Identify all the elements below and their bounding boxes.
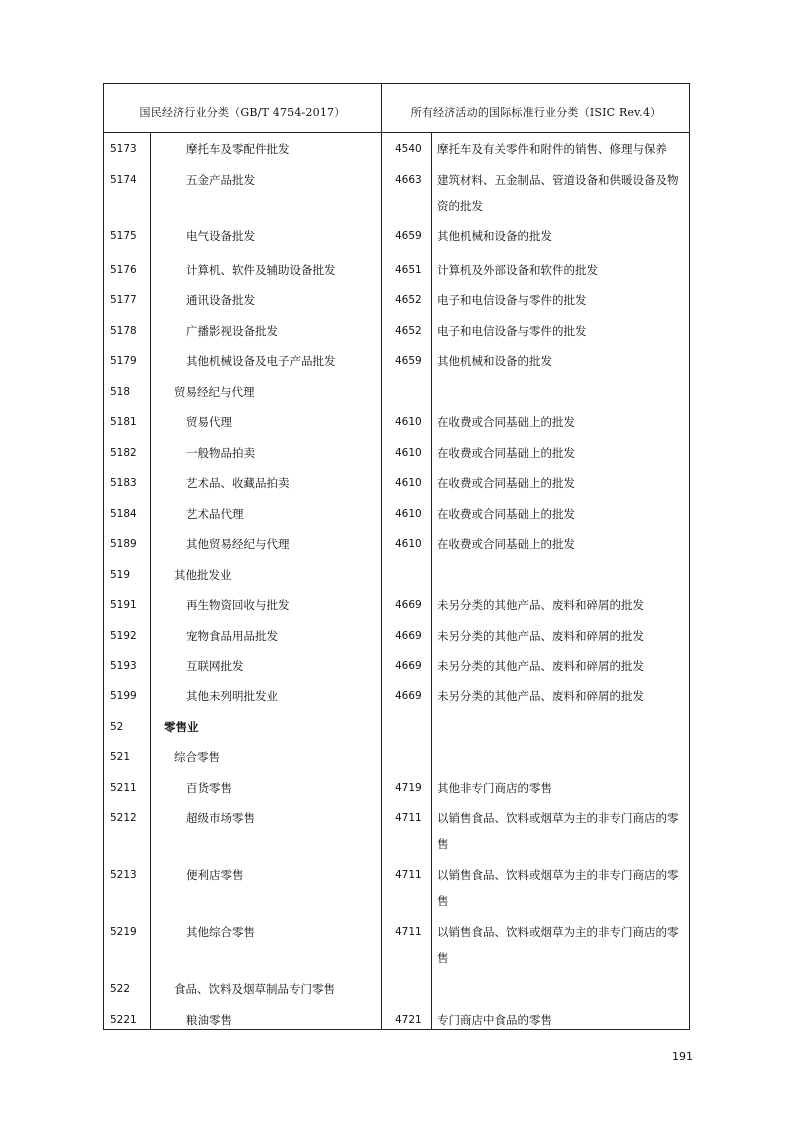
isic-description: 未另分类的其他产品、废料和碎屑的批发 [437,598,644,612]
industry-name: 广播影视设备批发 [186,324,278,338]
isic-description: 建筑材料、五金制品、管道设备和供暖设备及物资的批发 [437,173,679,213]
gbt-code: 5176 [110,264,137,276]
isic-code: 4669 [395,599,422,611]
isic-description: 其他非专门商店的零售 [437,781,552,795]
gbt-code: 5178 [110,325,137,337]
industry-name: 粮油零售 [186,1013,232,1027]
industry-name: 其他贸易经纪与代理 [186,537,290,551]
isic-code: 4610 [395,447,422,459]
industry-name: 零售业 [164,720,199,734]
gbt-code: 5219 [110,926,137,938]
isic-description: 未另分类的其他产品、废料和碎屑的批发 [437,629,644,643]
gbt-code: 522 [110,983,131,995]
isic-description: 电子和电信设备与零件的批发 [437,324,587,338]
gbt-code: 5212 [110,812,137,824]
gbt-code: 5193 [110,660,137,672]
isic-description: 以销售食品、饮料或烟草为主的非专门商店的零售 [437,868,679,908]
isic-description: 其他机械和设备的批发 [437,354,552,368]
isic-description: 在收费或合同基础上的批发 [437,446,575,460]
gbt-code: 5189 [110,538,137,550]
industry-name: 贸易代理 [186,415,232,429]
industry-name: 百货零售 [186,781,232,795]
isic-code: 4663 [395,174,422,186]
isic-description: 未另分类的其他产品、废料和碎屑的批发 [437,659,644,673]
isic-description: 摩托车及有关零件和附件的销售、修理与保养 [437,142,667,156]
industry-name: 其他机械设备及电子产品批发 [186,354,336,368]
isic-description: 电子和电信设备与零件的批发 [437,293,587,307]
isic-code: 4651 [395,264,422,276]
gbt-code: 52 [110,721,124,733]
gbt-code: 521 [110,751,131,763]
isic-code: 4610 [395,538,422,550]
page-number: 191 [672,1050,693,1063]
industry-name: 其他综合零售 [186,925,255,939]
header-gbt: 国民经济行业分类（GB/T 4754-2017） [139,106,346,119]
gbt-code: 5174 [110,174,137,186]
isic-description: 以销售食品、饮料或烟草为主的非专门商店的零售 [437,811,679,851]
gbt-code: 5192 [110,630,137,642]
gbt-code: 5191 [110,599,137,611]
isic-code: 4659 [395,355,422,367]
gbt-code: 5173 [110,143,137,155]
industry-name: 电气设备批发 [186,229,255,243]
isic-description: 其他机械和设备的批发 [437,229,552,243]
industry-name: 贸易经纪与代理 [174,385,255,399]
industry-name: 其他批发业 [174,568,232,582]
isic-description: 在收费或合同基础上的批发 [437,476,575,490]
isic-code: 4669 [395,630,422,642]
isic-description: 以销售食品、饮料或烟草为主的非专门商店的零售 [437,925,679,965]
header-divider [104,132,689,133]
isic-code: 4610 [395,477,422,489]
industry-name: 通讯设备批发 [186,293,255,307]
isic-description: 未另分类的其他产品、废料和碎屑的批发 [437,689,644,703]
gbt-code: 519 [110,569,131,581]
isic-description: 在收费或合同基础上的批发 [437,537,575,551]
industry-name: 宠物食品用品批发 [186,629,278,643]
gbt-code: 5181 [110,416,137,428]
gbt-code: 5199 [110,690,137,702]
gbt-code: 5182 [110,447,137,459]
industry-name: 食品、饮料及烟草制品专门零售 [174,982,335,996]
header-isic: 所有经济活动的国际标准行业分类（ISIC Rev.4） [410,106,662,119]
industry-name: 计算机、软件及辅助设备批发 [186,263,336,277]
gbt-code: 518 [110,386,131,398]
isic-code: 4719 [395,782,422,794]
gbt-code: 5184 [110,508,137,520]
isic-code: 4711 [395,812,422,824]
industry-name: 摩托车及零配件批发 [186,142,290,156]
industry-name: 艺术品代理 [186,507,244,521]
isic-code: 4711 [395,926,422,938]
gbt-code: 5177 [110,294,137,306]
column-divider [431,132,432,1029]
isic-description: 在收费或合同基础上的批发 [437,507,575,521]
isic-code: 4669 [395,690,422,702]
column-divider [381,84,382,1029]
gbt-code: 5175 [110,230,137,242]
isic-code: 4652 [395,294,422,306]
industry-name: 再生物资回收与批发 [186,598,290,612]
industry-name: 一般物品拍卖 [186,446,255,460]
isic-description: 专门商店中食品的零售 [437,1013,552,1027]
isic-code: 4540 [395,143,422,155]
gbt-code: 5179 [110,355,137,367]
industry-name: 五金产品批发 [186,173,255,187]
industry-name: 艺术品、收藏品拍卖 [186,476,290,490]
column-divider [150,132,151,1029]
industry-name: 综合零售 [174,750,220,764]
isic-code: 4652 [395,325,422,337]
isic-code: 4669 [395,660,422,672]
isic-code: 4610 [395,416,422,428]
gbt-code: 5211 [110,782,137,794]
isic-code: 4711 [395,869,422,881]
isic-description: 计算机及外部设备和软件的批发 [437,263,598,277]
gbt-code: 5213 [110,869,137,881]
isic-code: 4721 [395,1014,422,1026]
industry-name: 其他未列明批发业 [186,689,278,703]
gbt-code: 5183 [110,477,137,489]
classification-table [103,83,690,1030]
isic-description: 在收费或合同基础上的批发 [437,415,575,429]
isic-code: 4610 [395,508,422,520]
gbt-code: 5221 [110,1014,137,1026]
industry-name: 互联网批发 [186,659,244,673]
isic-code: 4659 [395,230,422,242]
industry-name: 便利店零售 [186,868,244,882]
industry-name: 超级市场零售 [186,811,255,825]
